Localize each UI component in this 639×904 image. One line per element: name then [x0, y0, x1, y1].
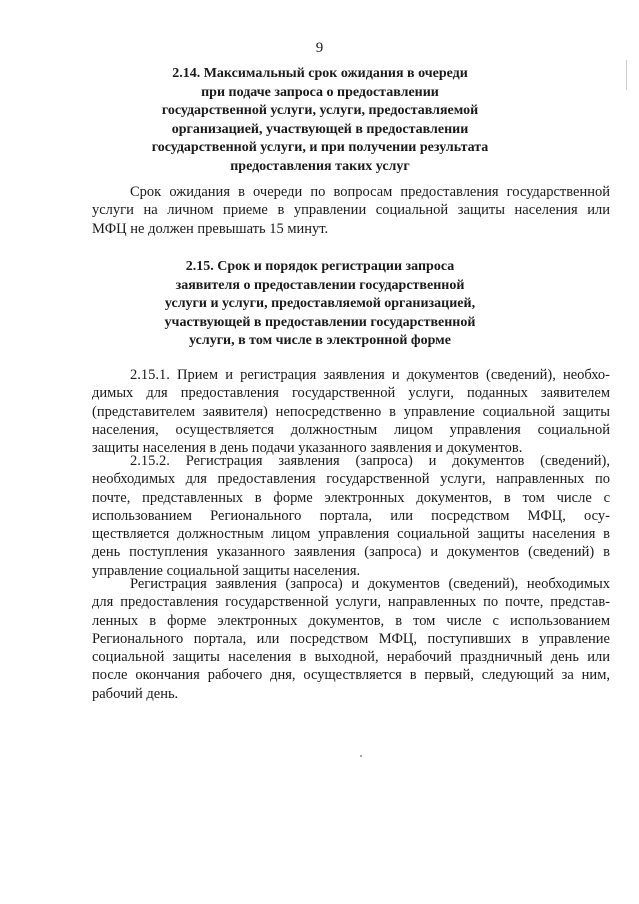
paragraph-line: населения, осуществляется должностным лицом управления социальной	[92, 421, 610, 438]
paragraph-line: после окончания рабочего дня, осуществляется в первый, следующий за ним,	[92, 667, 610, 684]
paragraph-line: 2.15.2. Регистрация заявления (запроса) и документов (сведений),	[130, 453, 610, 469]
paragraph-line: рабочий день.	[92, 685, 179, 702]
heading-line: услуги, в том числе в электронной форме	[189, 333, 451, 348]
paragraph-line: социальной защиты населения в выходной, нерабочий праздничный день или	[92, 649, 610, 666]
paragraph-line: управление социальной защиты населения.	[92, 562, 361, 579]
heading-line: заявителя о предоставлении государственной	[175, 277, 465, 293]
paragraph-line: ленных в форме электронных документов, в том числе с использованием	[92, 612, 610, 629]
paragraph-line: ществляется должностным лицом управления социальной защиты населения в	[92, 526, 610, 543]
paragraph-line: услуги на личном приеме в управлении социальной защиты населения или	[92, 202, 610, 219]
paragraph-line: Регистрация заявления (запроса) и документов (сведений), необходимых	[130, 576, 610, 592]
paragraph-line: димых для предоставления государственной услуги, поданных заявителем	[92, 385, 610, 402]
scan-speck	[360, 755, 362, 757]
paragraph-registration-weekend	[92, 575, 610, 703]
heading-line: услуги и услуги, предоставляемой организацией,	[164, 296, 476, 311]
scan-edge-mark	[626, 60, 627, 90]
paragraph-line: почте, представленных в форме электронных документов, в том числе с	[92, 489, 610, 506]
paragraph-line: Регионального портала, или посредством МФЦ, поступивших в управление	[92, 630, 610, 647]
paragraph-line: для предоставления государственной услуги, направленных по почте, представ-	[92, 594, 610, 611]
heading-line: 2.15. Срок и порядок регистрации запроса	[185, 259, 455, 274]
paragraph-2-15-2	[92, 452, 610, 580]
section-heading-2-15	[120, 258, 520, 351]
paragraph-line: (представителем заявителя) непосредственно в управление социальной защиты	[92, 403, 610, 420]
paragraph-line: Срок ожидания в очереди по вопросам предоставления государственной	[130, 184, 610, 200]
heading-line: при подаче запроса о предоставлении	[201, 84, 439, 100]
paragraph-line: использованием Регионального портала, или посредством МФЦ, осу-	[92, 507, 610, 524]
paragraph-line: защиты населения в день подачи указанного заявления и документов.	[92, 440, 523, 457]
heading-line: организацией, участвующей в предоставлении	[171, 121, 469, 137]
heading-line: государственной услуги, услуги, предоставляемой	[161, 103, 479, 118]
paragraph-line: необходимых для предоставления государственной услуги, направленных по	[92, 471, 610, 488]
paragraph-line: день поступления указанного заявления (запроса) и документов (сведений) в	[92, 544, 610, 561]
paragraph-waiting-time	[92, 183, 610, 238]
heading-line: участвующей в предоставлении государственной	[164, 314, 476, 330]
paragraph-line: 2.15.1. Прием и регистрация заявления и документов (сведений), необхо-	[130, 367, 610, 383]
section-heading-2-14	[120, 65, 520, 176]
paragraph-line: МФЦ не должен превышать 15 минут.	[92, 220, 329, 237]
heading-line: 2.14. Максимальный срок ожидания в очереди	[172, 66, 468, 81]
paragraph-2-15-1	[92, 366, 610, 457]
page-number: 9	[315, 40, 324, 56]
heading-line: предоставления таких услуг	[230, 158, 410, 174]
heading-line: государственной услуги, и при получении результата	[151, 140, 489, 155]
